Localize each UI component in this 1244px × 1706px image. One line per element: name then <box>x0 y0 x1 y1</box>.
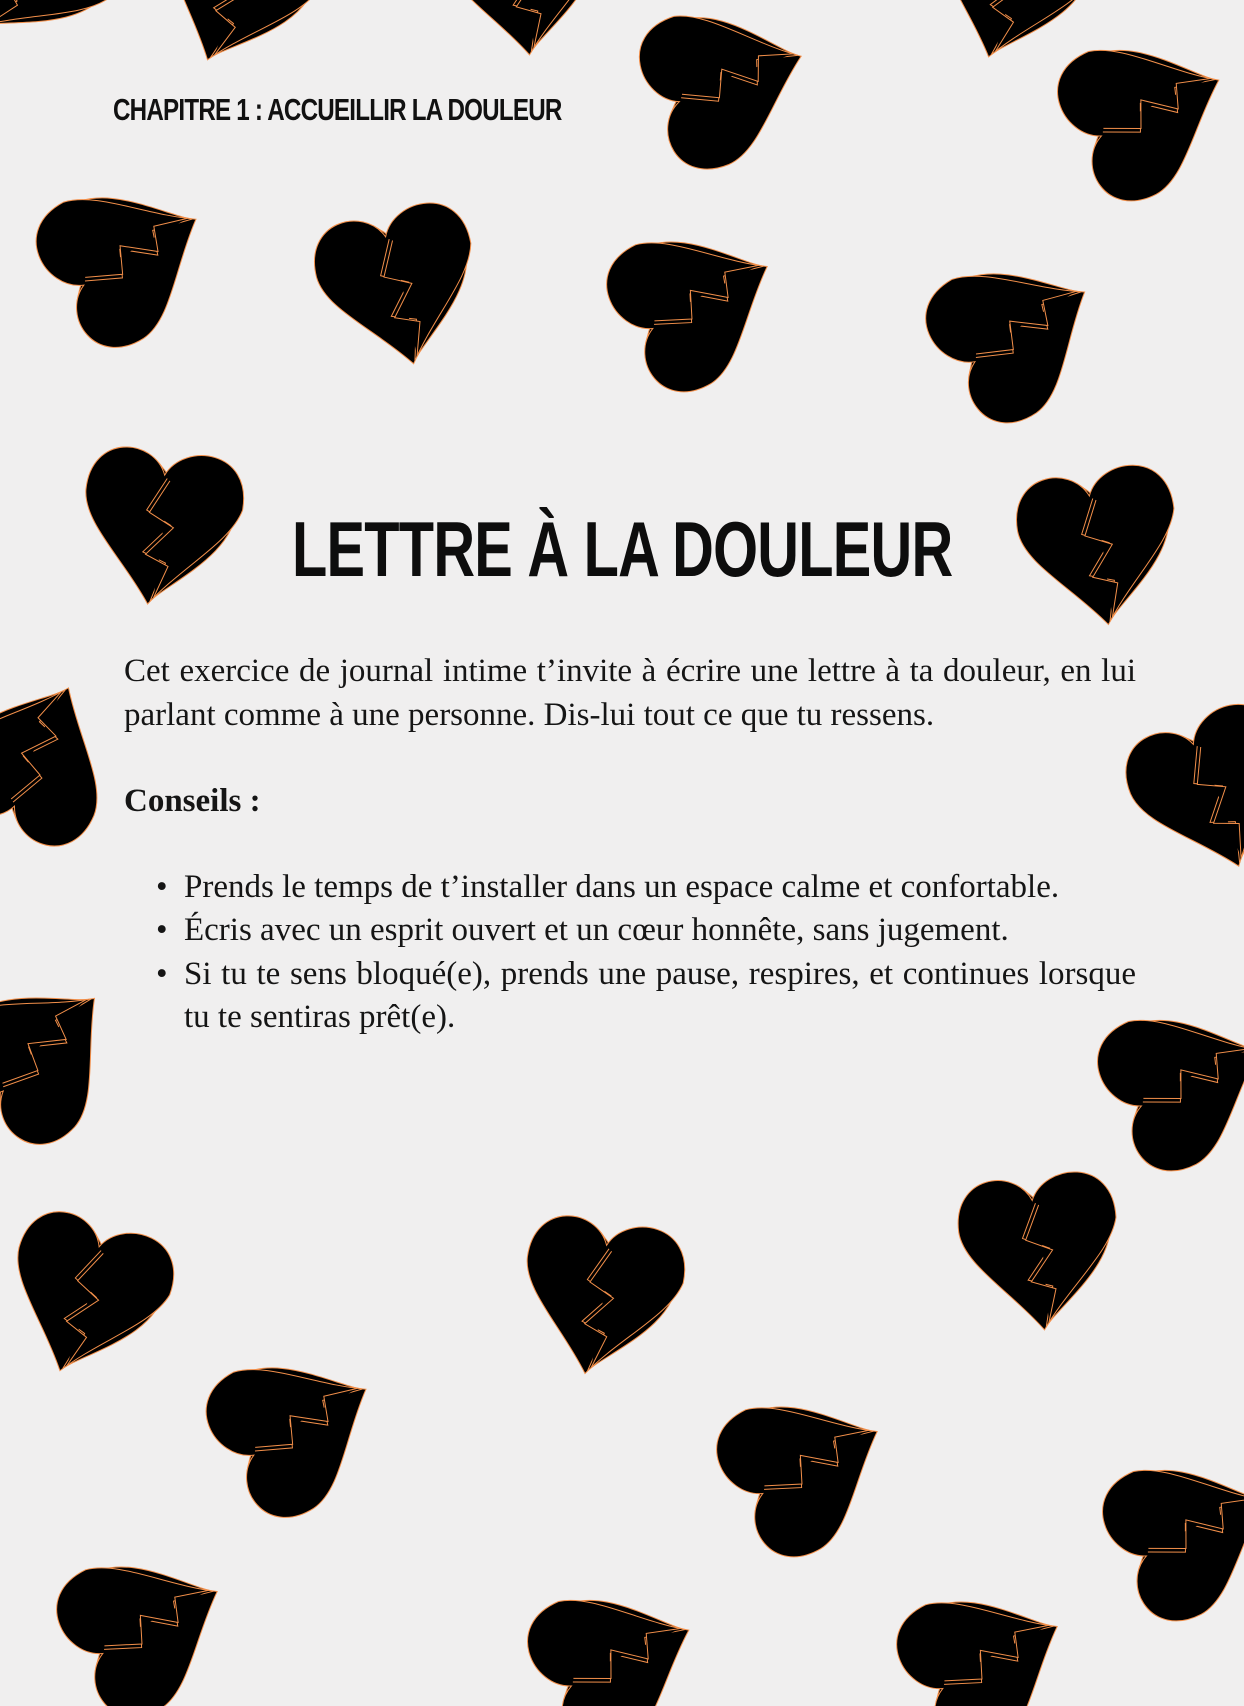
chapter-heading: CHAPITRE 1 : ACCUEILLIR LA DOULEUR <box>113 92 562 127</box>
list-item: • Prends le temps de t’installer dans un espace calme et confortable. <box>184 866 1136 910</box>
intro-paragraph: Cet exercice de journal intime t’invite à écrire une lettre à ta douleur, en lui parlant comme à une personne. Dis-lui tout ce que tu ressens. <box>124 653 1136 733</box>
tips-heading: Conseils : <box>124 783 261 819</box>
page-title <box>0 504 1244 594</box>
body-content <box>124 650 1136 1040</box>
list-item: • Si tu te sens bloqué(e), prends une pause, respires, et continues lorsque tu te sentiras prêt(e). <box>184 953 1136 1040</box>
tips-list <box>124 866 1136 1040</box>
list-item: • Écris avec un esprit ouvert et un cœur honnête, sans jugement. <box>184 909 1136 953</box>
page-title-text: LETTRE À LA DOULEUR <box>291 505 953 593</box>
